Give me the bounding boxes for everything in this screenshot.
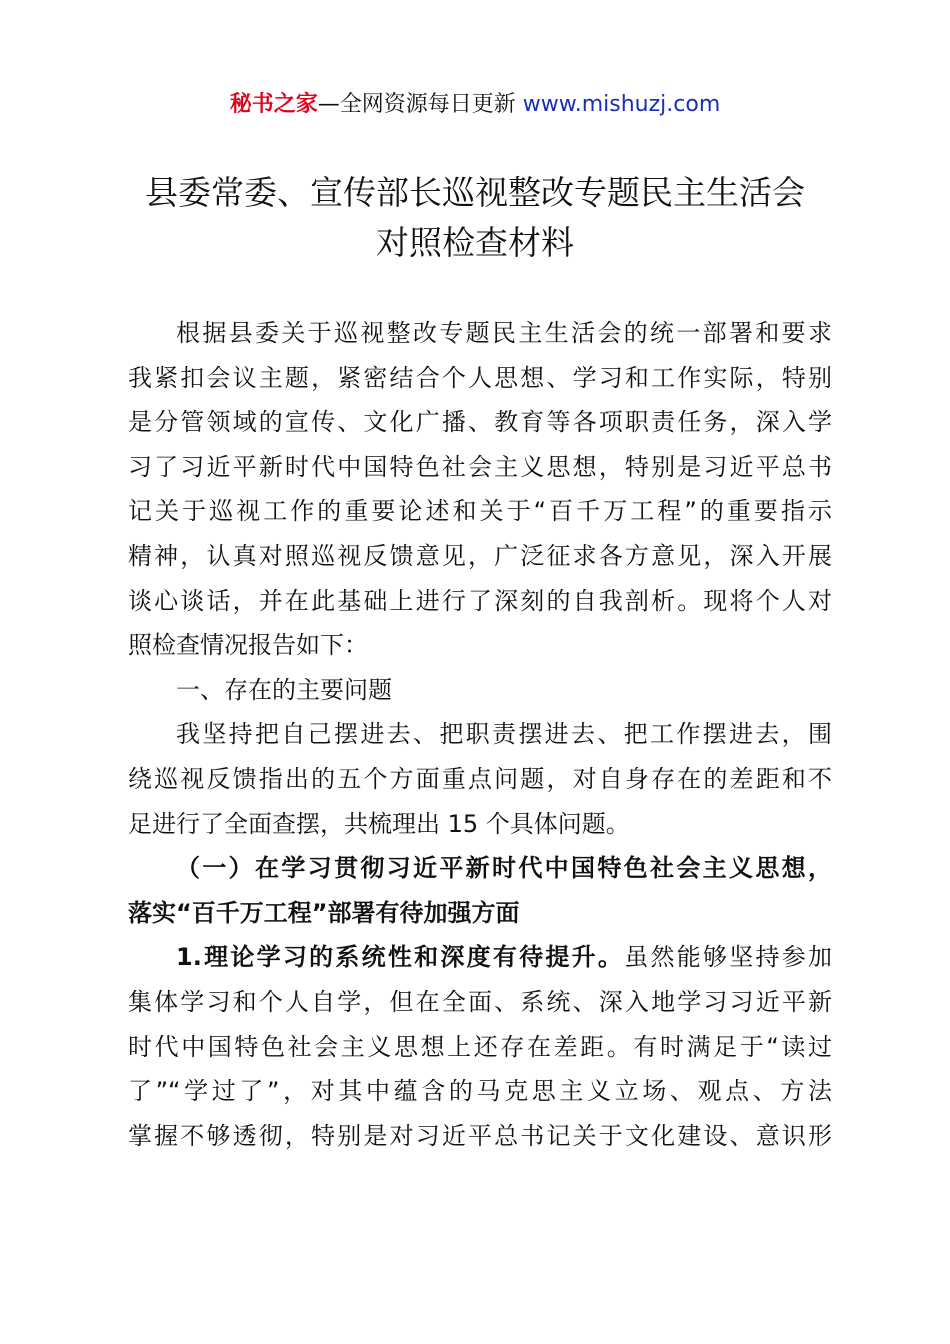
section1-line: 足进行了全面查摆，共梳理出 15 个具体问题。	[128, 809, 630, 838]
intro-paragraph	[128, 311, 832, 668]
subsection-heading-1	[128, 846, 832, 935]
intro-line: 习了习近平新时代中国特色社会主义思想，特别是习近平总书	[128, 452, 832, 481]
item1-line: 时代中国特色社会主义思想上还存在差距。有时满足于“读过	[128, 1032, 832, 1061]
document-body	[128, 311, 832, 1158]
section1-line: 我坚持把自己摆进去、把职责摆进去、把工作摆进去，围	[176, 720, 832, 749]
item1-title: 1.理论学习的系统性和深度有待提升。	[176, 943, 625, 972]
subsection-line: 落实“百千万工程”部署有待加强方面	[128, 898, 520, 927]
section-heading-1: 一、存在的主要问题	[176, 675, 392, 704]
item1-paragraph	[128, 935, 832, 1158]
document-title	[100, 168, 850, 268]
item1-line: 了”“学过了”，对其中蕴含的马克思主义立场、观点、方法	[128, 1077, 832, 1106]
item1-line: 掌握不够透彻，特别是对习近平总书记关于文化建设、意识形	[128, 1121, 832, 1150]
item1-line: 集体学习和个人自学，但在全面、系统、深入地学习习近平新	[128, 987, 832, 1016]
subsection-line: （一）在学习贯彻习近平新时代中国特色社会主义思想，	[176, 854, 832, 883]
section1-paragraph	[128, 712, 832, 846]
intro-line: 我紧扣会议主题，紧密结合个人思想、学习和工作实际，特别	[128, 363, 832, 392]
site-header	[0, 88, 950, 122]
title-line-1: 县委常委、宣传部长巡视整改专题民主生活会	[145, 173, 805, 212]
intro-line: 根据县委关于巡视整改专题民主生活会的统一部署和要求	[176, 319, 832, 347]
title-line-2: 对照检查材料	[376, 223, 574, 262]
intro-line: 谈心谈话，并在此基础上进行了深刻的自我剖析。现将个人对	[128, 586, 832, 615]
section1-line: 绕巡视反馈指出的五个方面重点问题，对自身存在的差距和不	[128, 764, 832, 793]
item1-first-line	[128, 935, 832, 980]
site-url-link[interactable]: www.mishuzj.com	[522, 92, 721, 117]
intro-line: 照检查情况报告如下：	[128, 631, 368, 660]
header-slogan: —全网资源每日更新	[317, 92, 523, 117]
item1-first-rest: 虽然能够坚持参加	[624, 943, 832, 972]
intro-line: 记关于巡视工作的重要论述和关于“百千万工程”的重要指示	[128, 497, 832, 526]
brand-name: 秘书之家	[229, 92, 318, 117]
intro-line: 精神，认真对照巡视反馈意见，广泛征求各方意见，深入开展	[128, 541, 832, 570]
intro-line: 是分管领域的宣传、文化广播、教育等各项职责任务，深入学	[128, 408, 832, 437]
